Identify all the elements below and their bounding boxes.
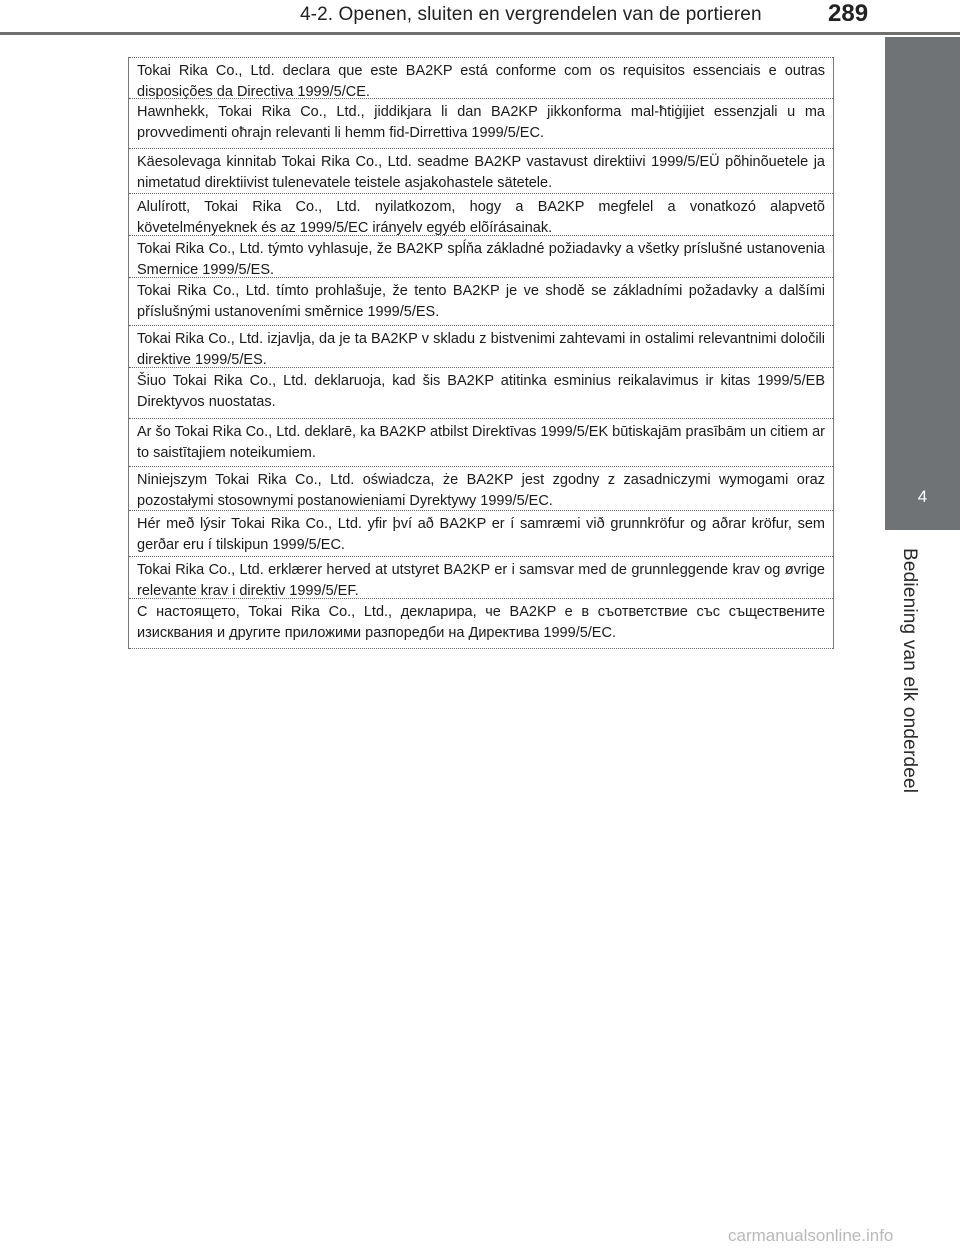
chapter-number-tab: 4 xyxy=(885,464,960,530)
page-number: 289 xyxy=(828,0,869,27)
declaration-row: Tokai Rika Co., Ltd. tímto prohlašuje, že tento BA2KP je ve shodě se základními požadavky a dalšími příslušnými ustanoveními směrnice 1999/5/ES. xyxy=(129,278,833,326)
declaration-table xyxy=(128,57,834,649)
header-rule xyxy=(0,32,960,35)
declaration-row: Hér með lýsir Tokai Rika Co., Ltd. yfir því að BA2KP er í samræmi við grunnkröfur og aðrar kröfur, sem gerðar eru í tilskipun 1999/5/EC. xyxy=(129,511,833,557)
declaration-row: Tokai Rika Co., Ltd. izjavlja, da je ta BA2KP v skladu z bistvenimi zahtevami in ostalimi relevantnimi določili direktive 1999/5/ES. xyxy=(129,326,833,368)
declaration-row: Alulírott, Tokai Rika Co., Ltd. nyilatkozom, hogy a BA2KP megfelel a vonatkozó alapvetõ követelményeknek és az 1999/5/EC irányelv egyéb elõírásainak. xyxy=(129,194,833,236)
declaration-row: Käesolevaga kinnitab Tokai Rika Co., Ltd. seadme BA2KP vastavust direktiivi 1999/5/EÜ põhinõuetele ja nimetatud direktiivist tulenevatele teistele asjakohastele sätetele. xyxy=(129,149,833,194)
declaration-row: С настоящето, Tokai Rika Co., Ltd., декларира, че BA2KP е в съответствие със съществените изисквания и другите приложими разпоредби на Директива 1999/5/ЕС. xyxy=(129,599,833,649)
watermark: carmanualsonline.info xyxy=(728,1226,894,1245)
declaration-row: Šiuo Tokai Rika Co., Ltd. deklaruoja, kad šis BA2KP atitinka esminius reikalavimus ir kitas 1999/5/EB Direktyvos nuostatas. xyxy=(129,368,833,419)
declaration-row: Ar šo Tokai Rika Co., Ltd. deklarē, ka BA2KP atbilst Direktīvas 1999/5/EK būtiskajām prasībām un citiem ar to saistītajiem noteikumiem. xyxy=(129,419,833,467)
declaration-row: Niniejszym Tokai Rika Co., Ltd. oświadcza, że BA2KP jest zgodny z zasadniczymi wymogami oraz pozostałymi stosownymi postanowieniami Dyrektywy 1999/5/EC. xyxy=(129,467,833,511)
declaration-row: Tokai Rika Co., Ltd. týmto vyhlasuje, že BA2KP spĺňa základné požiadavky a všetky príslušné ustanovenia Smernice 1999/5/ES. xyxy=(129,236,833,278)
side-tab-bar xyxy=(885,37,960,464)
declaration-row: Tokai Rika Co., Ltd. declara que este BA2KP está conforme com os requisitos essenciais e outras disposições da Directiva 1999/5/CE. xyxy=(129,57,833,99)
declaration-row: Tokai Rika Co., Ltd. erklærer herved at utstyret BA2KP er i samsvar med de grunnleggende krav og øvrige relevante krav i direktiv 1999/5/EF. xyxy=(129,557,833,599)
chapter-title-vertical: Bediening van elk onderdeel xyxy=(899,548,920,794)
running-header-title: 4-2. Openen, sluiten en vergrendelen van de portieren xyxy=(300,4,762,25)
declaration-row: Hawnhekk, Tokai Rika Co., Ltd., jiddikjara li dan BA2KP jikkonforma mal-ħtiġijiet essenzjali u ma provvedimenti oħrajn relevanti li hemm fid-Dirrettiva 1999/5/EC. xyxy=(129,99,833,149)
